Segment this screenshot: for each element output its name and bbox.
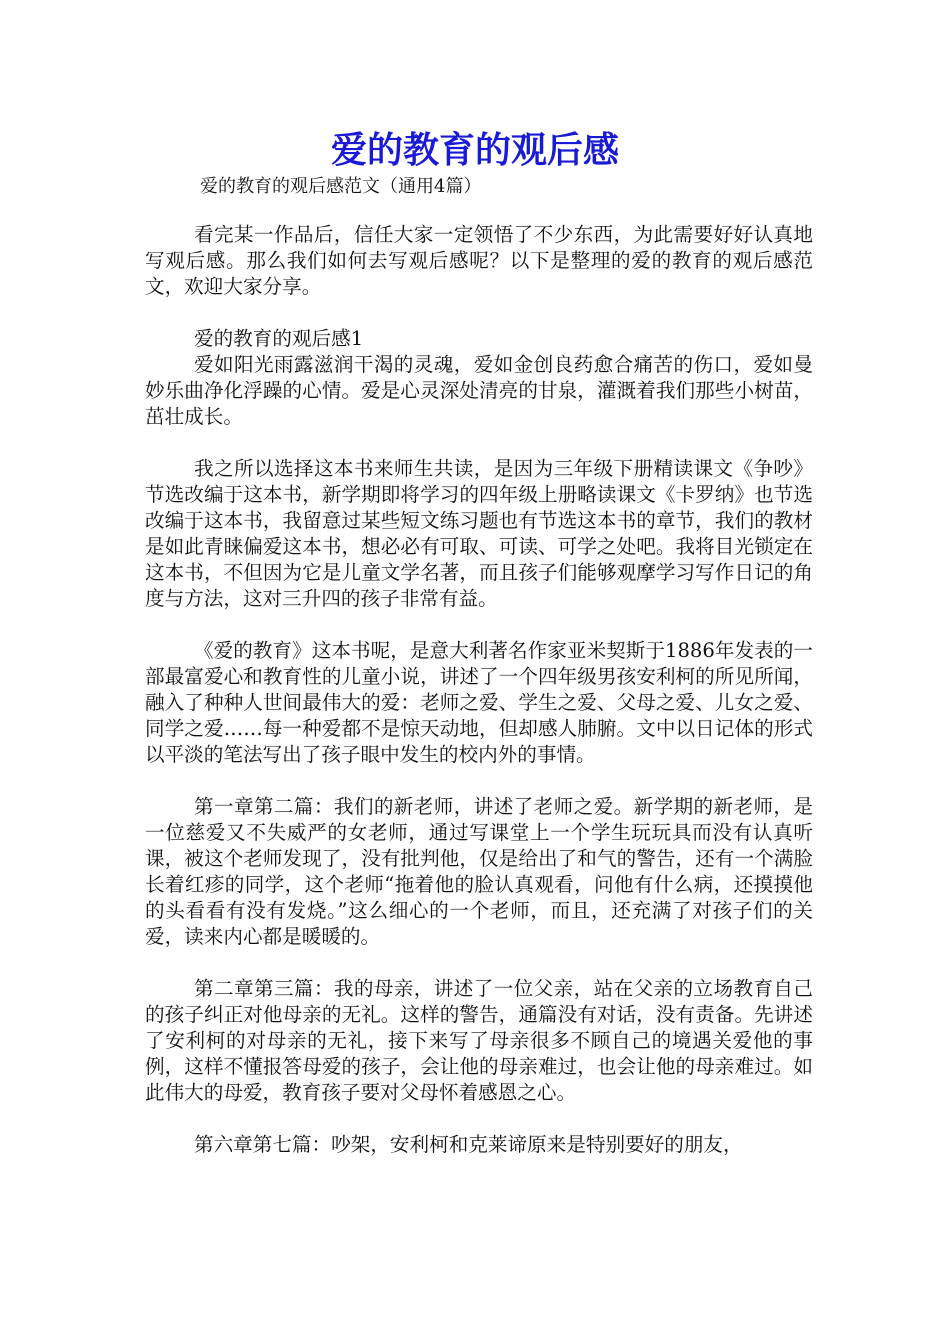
body-paragraph: 第一章第二篇：我们的新老师，讲述了老师之爱。新学期的新老师，是一位慈爱又不失威严的女老师，通过写课堂上一个学生玩玩具而没有认真听课，被这个老师发现了，没有批判他，仅是给出了和气的警告，还有一个满脸长着红疹的同学，这个老师“拖着他的脸认真观看，问他有什么病，还摸摸他的头看看有没有发烧。”这么细心的一个老师，而且，还充满了对孩子们的关爱，读来内心都是暖暖的。 [145, 795, 813, 948]
body-paragraph: 第六章第七篇：吵架，安利柯和克莱谛原来是特别要好的朋友， [194, 1133, 743, 1156]
body-paragraph: 爱如阳光雨露滋润干渴的灵魂，爱如金创良药愈合痛苦的伤口，爱如曼妙乐曲净化浮躁的心情。爱是心灵深处清亮的甘泉，灌溉着我们那些小树苗，茁壮成长。 [145, 353, 813, 428]
body-paragraph: 我之所以选择这本书来师生共读，是因为三年级下册精读课文《争吵》节选改编于这本书，新学期即将学习的四年级上册略读课文《卡罗纳》也节选改编于这本书，我留意过某些短文练习题也有节选这本书的章节，我们的教材是如此青睐偏爱这本书，想必必有可取、可读、可学之处吧。我将目光锁定在这本书，不但因为它是儿童文学名著，而且孩子们能够观摩学习写作日记的角度与方法，这对三升四的孩子非常有益。 [145, 457, 813, 610]
intro-paragraph: 看完某一作品后，信任大家一定领悟了不少东西，为此需要好好认真地写观后感。那么我们如何去写观后感呢？以下是整理的爱的教育的观后感范文，欢迎大家分享。 [145, 223, 813, 298]
body-paragraph: 《爱的教育》这本书呢，是意大利著名作家亚米契斯于1886年发表的一部最富爱心和教育性的儿童小说，讲述了一个四年级男孩安利柯的所见所闻，融入了种种人世间最伟大的爱：老师之爱、学生之爱、父母之爱、儿女之爱、同学之爱……每一种爱都不是惊天动地，但却感人肺腑。文中以日记体的形式以平淡的笔法写出了孩子眼中发生的校内外的事情。 [145, 639, 813, 766]
body-paragraph: 第二章第三篇：我的母亲，讲述了一位父亲，站在父亲的立场教育自己的孩子纠正对他母亲的无礼。这样的警告，通篇没有对话，没有责备。先讲述了安利柯的对母亲的无礼，接下来写了母亲很多不顾自己的境遇关爱他的事例，这样不懂报答母爱的孩子，会让他的母亲难过，也会让他的母亲难过。如此伟大的母爱，教育孩子要对父母怀着感恩之心。 [145, 977, 813, 1104]
section-heading: 爱的教育的观后感1 [194, 327, 364, 350]
document-body [145, 222, 813, 1184]
document-title: 爱的教育的观后感 [330, 129, 619, 171]
document-subtitle: 爱的教育的观后感范文（通用4篇） [200, 176, 482, 197]
